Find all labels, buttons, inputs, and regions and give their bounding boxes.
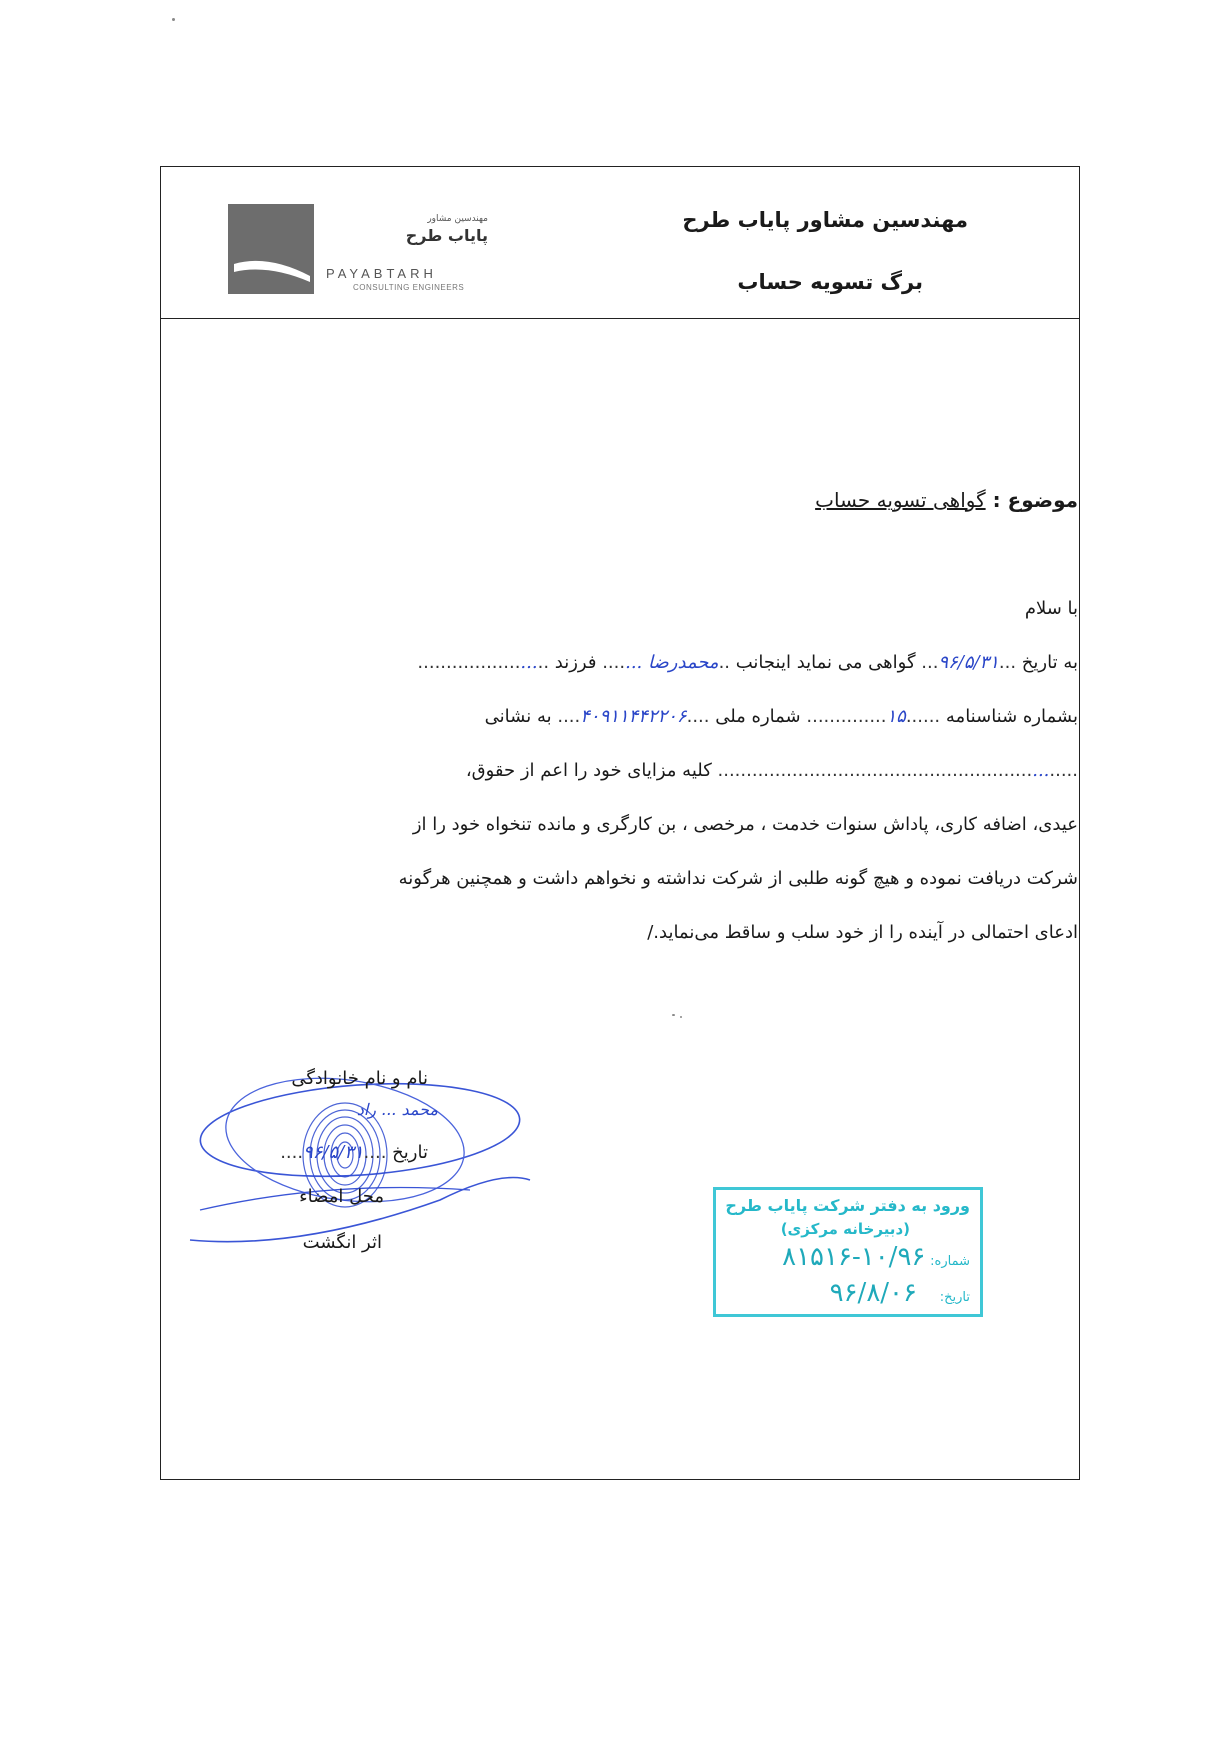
body-line-5: شرکت دریافت نموده و هیچ گونه طلبی از شرکت نداشته و نخواهم داشت و همچنین هرگونه: [398, 868, 1078, 889]
thumbprint-label: اثر انگشت: [302, 1232, 382, 1253]
logo-mark-icon: [228, 204, 314, 294]
dots: ....: [602, 652, 626, 673]
signature-place-label: محل امضاء: [299, 1186, 384, 1207]
birth-cert-label: بشماره شناسنامه: [945, 706, 1078, 727]
dots: ....: [686, 706, 710, 727]
date-prefix: به تاریخ: [1021, 652, 1078, 673]
scan-speck: [172, 18, 175, 21]
birth-cert-handwritten: ۱۵: [886, 706, 906, 727]
body-line-1: [218, 636, 1078, 690]
address-handwritten: ...: [1032, 760, 1050, 781]
subject-line: [815, 488, 1078, 512]
stamp-date-handwritten: ۹۶/۸/۰۶: [829, 1278, 917, 1308]
date-dots: ...: [998, 652, 1017, 673]
employee-name-handwritten: محمدرضا ...: [625, 652, 719, 673]
logo-en-name: PAYABTARH: [326, 266, 437, 281]
stamp-title: ورود به دفتر شرکت پایاب طرح: [725, 1196, 970, 1215]
dots: ....: [280, 1142, 304, 1163]
signature-date-handwritten: ۹۶/۵/۳۱: [303, 1142, 364, 1163]
subject-label: موضوع :: [992, 488, 1078, 512]
body-line-2: [218, 690, 1078, 744]
national-id-label: شماره ملی: [715, 706, 801, 727]
subject-value: گواهی تسویه حساب: [815, 488, 986, 512]
dots: ....: [363, 1142, 387, 1163]
certify-text: گواهی می نماید اینجانب: [735, 652, 916, 673]
company-name: مهندسین مشاور پایاب طرح: [682, 208, 968, 232]
dots: ..: [537, 652, 550, 673]
dots: .......................................................: [717, 760, 1033, 781]
dots: ..................: [417, 652, 521, 673]
signature-date-line: [280, 1142, 428, 1163]
body-line-6: ادعای احتمالی در آینده را از خود سلب و ساقط می‌نماید./: [647, 922, 1078, 943]
body-line-4: عیدی، اضافه کاری، پاداش سنوات خدمت ، مرخصی ، بن کارگری و مانده تنخواه خود را از: [412, 814, 1078, 835]
father-name-handwritten: ...: [520, 652, 538, 673]
body-line-3: [218, 744, 1078, 798]
date-handwritten: ۹۶/۵/۳۱: [938, 652, 999, 673]
full-name-label: نام و نام خانوادگی: [291, 1068, 428, 1089]
national-id-handwritten: ۴۰۹۱۱۴۴۲۲۰۶: [580, 706, 687, 727]
dots: ..: [718, 652, 731, 673]
stamp-number-row: [782, 1242, 970, 1272]
stamp-number-handwritten: ۱۰/۹۶-۸۱۵۱۶: [782, 1242, 926, 1272]
stamp-number-label: شماره:: [930, 1254, 970, 1269]
logo-mark: [228, 204, 314, 294]
full-name-handwritten: محمد ... راد: [356, 1100, 438, 1119]
stamp-date-row: [830, 1278, 970, 1308]
child-of-label: فرزند: [554, 652, 597, 673]
logo-fa-name: پایاب طرح: [405, 226, 488, 245]
scan-speck: [672, 1014, 675, 1016]
address-label: به نشانی: [484, 706, 552, 727]
stamp-subtitle: (دبیرخانه مرکزی): [780, 1220, 910, 1238]
dots: ...: [921, 652, 939, 673]
benefits-text: کلیه مزایای خود را اعم از حقوق،: [465, 760, 712, 781]
scan-speck: [680, 1016, 682, 1018]
dots: .....: [1049, 760, 1078, 781]
stamp-date-label: تاریخ:: [939, 1290, 970, 1305]
signature-date-label: تاریخ: [392, 1142, 428, 1163]
letter-body: [218, 582, 1078, 960]
company-logo: [228, 204, 528, 304]
logo-en-subtitle: CONSULTING ENGINEERS: [353, 283, 465, 292]
registry-stamp: [713, 1187, 983, 1317]
greeting: با سلام: [1024, 598, 1078, 619]
header-divider: [160, 318, 1080, 319]
dots: ..............: [806, 706, 887, 727]
form-title: برگ تسویه حساب: [737, 270, 923, 294]
logo-fa-small-text: مهندسین مشاور: [427, 214, 488, 224]
dots: ......: [905, 706, 941, 727]
dots: ....: [557, 706, 581, 727]
